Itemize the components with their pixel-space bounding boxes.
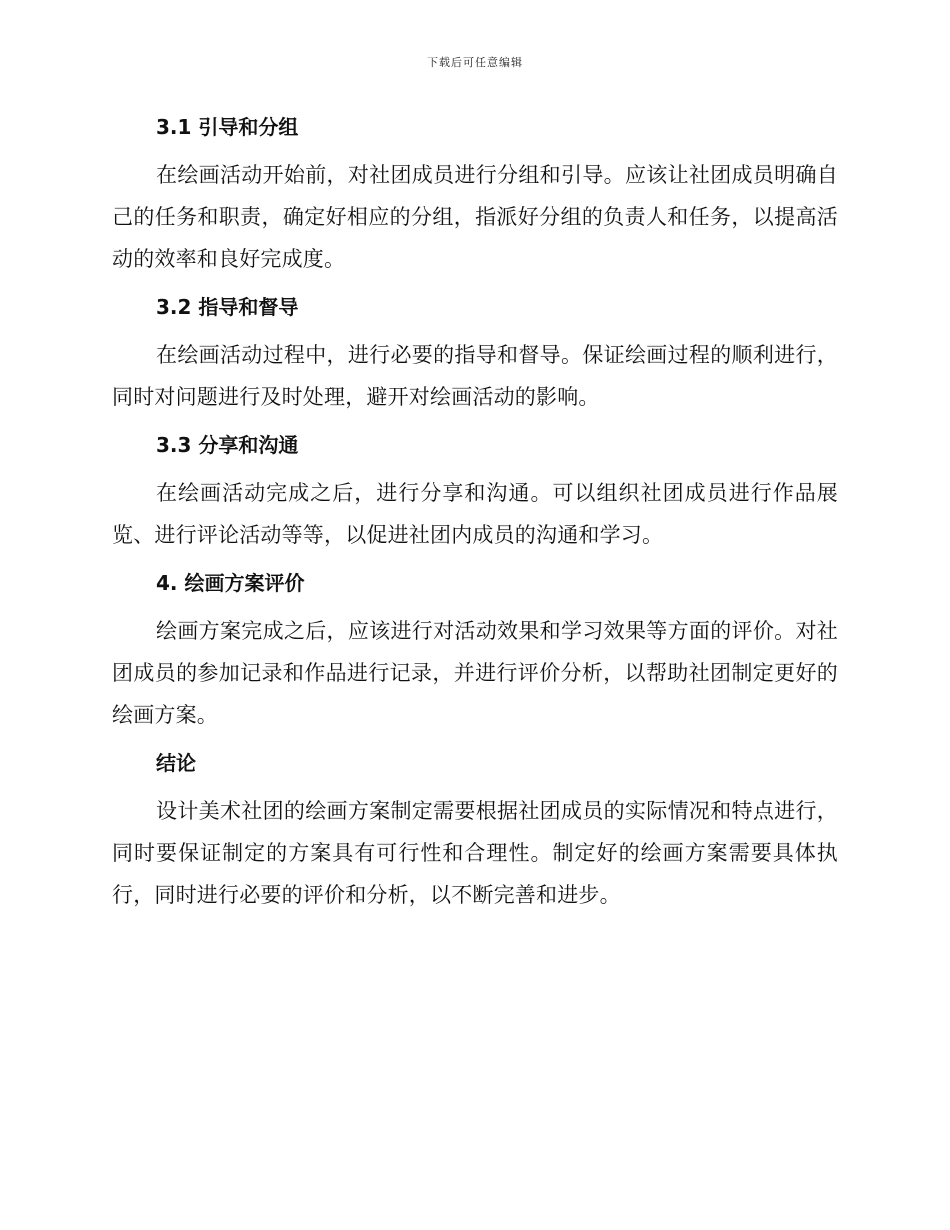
section-heading-4: 4. 绘画方案评价 bbox=[156, 571, 305, 595]
header-note: 下载后可任意编辑 bbox=[427, 56, 523, 69]
section-paragraph-3-2: 在绘画活动过程中，进行必要的指导和督导。保证绘画过程的顺利进行，同时对问题进行及时处理，避开对绘画活动的影响。 bbox=[112, 343, 838, 409]
document-body bbox=[112, 108, 838, 924]
section-paragraph-3-3: 在绘画活动完成之后，进行分享和沟通。可以组织社团成员进行作品展览、进行评论活动等等，以促进社团内成员的沟通和学习。 bbox=[112, 481, 838, 547]
section-paragraph-3-1: 在绘画活动开始前，对社团成员进行分组和引导。应该让社团成员明确自己的任务和职责，确定好相应的分组，指派好分组的负责人和任务，以提高活动的效率和良好完成度。 bbox=[112, 163, 838, 271]
section-heading-3-1: 3.1 引导和分组 bbox=[156, 115, 299, 139]
section-heading-3-3: 3.3 分享和沟通 bbox=[156, 433, 299, 457]
section-heading-3-2: 3.2 指导和督导 bbox=[156, 295, 299, 319]
section-paragraph-conclusion: 设计美术社团的绘画方案制定需要根据社团成员的实际情况和特点进行，同时要保证制定的方案具有可行性和合理性。制定好的绘画方案需要具体执行，同时进行必要的评价和分析，以不断完善和进步。 bbox=[112, 799, 838, 907]
section-heading-conclusion: 结论 bbox=[156, 751, 196, 775]
section-paragraph-4: 绘画方案完成之后，应该进行对活动效果和学习效果等方面的评价。对社团成员的参加记录和作品进行记录，并进行评价分析，以帮助社团制定更好的绘画方案。 bbox=[112, 619, 838, 727]
